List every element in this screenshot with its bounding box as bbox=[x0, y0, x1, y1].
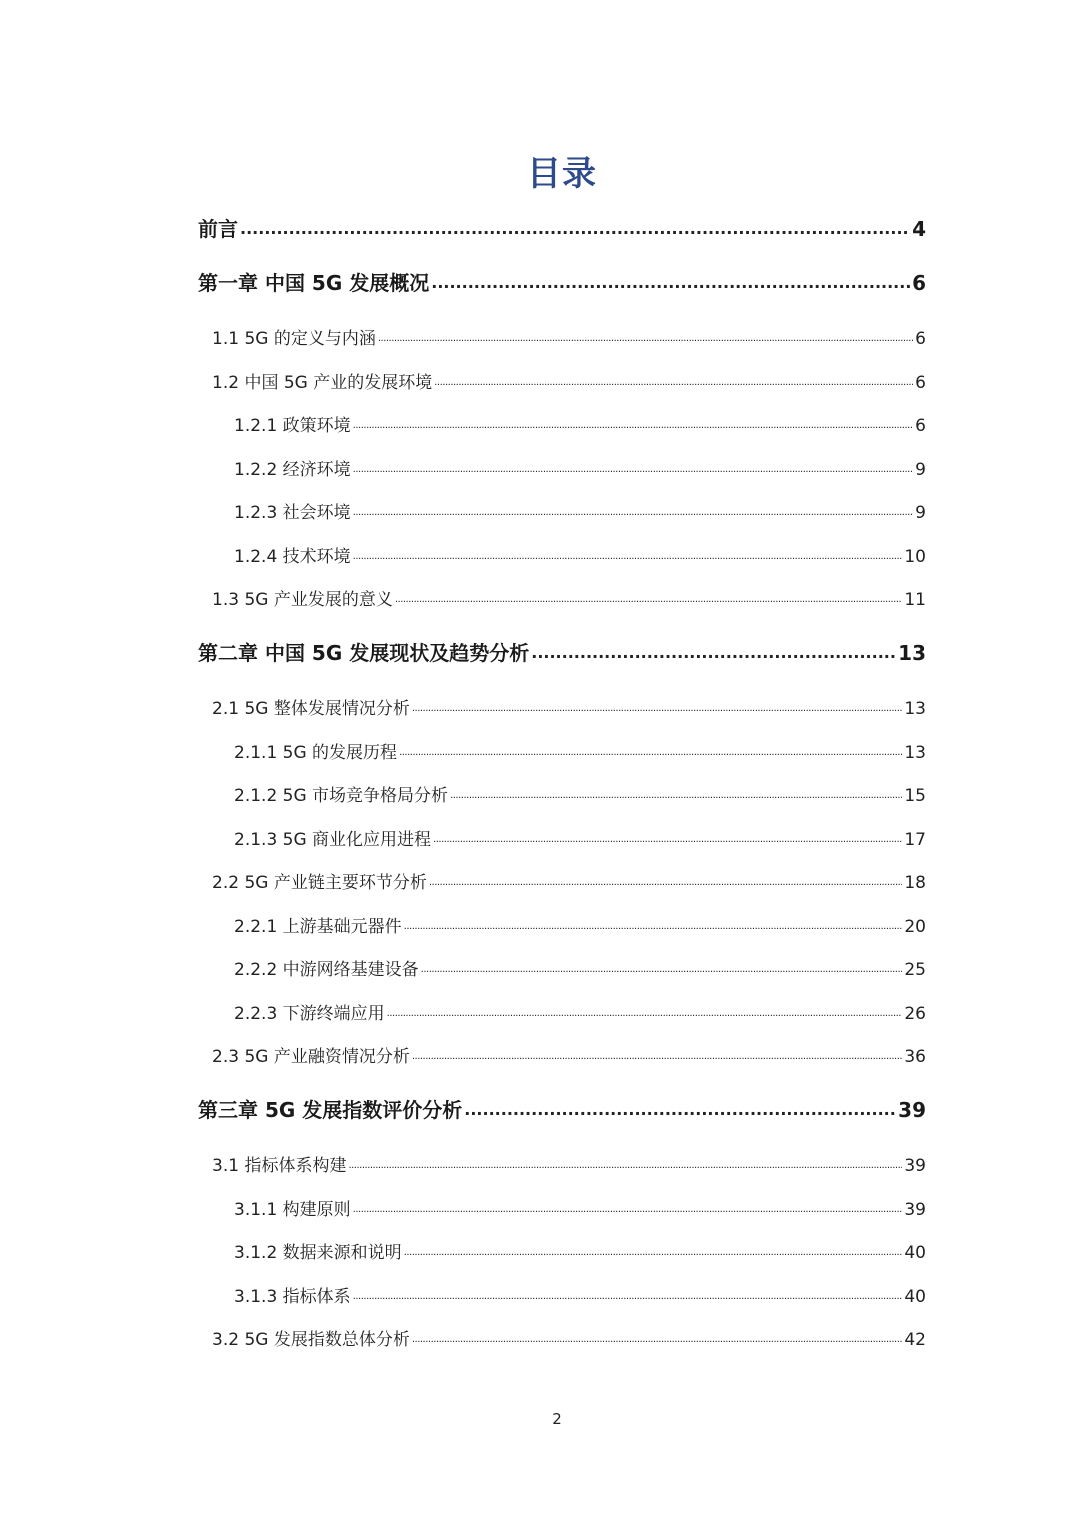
toc-dot-leader bbox=[412, 1045, 903, 1069]
toc-entry-page: 17 bbox=[904, 830, 926, 850]
toc-entry-page: 39 bbox=[898, 1098, 926, 1122]
toc-entry[interactable] bbox=[212, 327, 926, 351]
toc-title: 目录 bbox=[527, 154, 597, 194]
toc-entry-label: 第二章 中国 5G 发展现状及趋势分析 bbox=[198, 641, 530, 665]
toc-entry-page: 6 bbox=[915, 373, 926, 393]
toc-entry-label: 1.2.4 技术环境 bbox=[234, 547, 351, 567]
toc-entry-label: 3.1.3 指标体系 bbox=[234, 1287, 351, 1307]
toc-entry-page: 18 bbox=[904, 873, 926, 893]
toc-entry-page: 9 bbox=[915, 460, 926, 480]
toc-entry-label: 2.2.2 中游网络基建设备 bbox=[234, 960, 419, 980]
toc-entry[interactable] bbox=[234, 501, 926, 525]
toc-entry-page: 39 bbox=[904, 1200, 926, 1220]
toc-dot-leader bbox=[404, 1241, 903, 1265]
toc-entry-label: 2.3 5G 产业融资情况分析 bbox=[212, 1047, 410, 1067]
toc-dot-leader bbox=[434, 371, 913, 395]
toc-entry[interactable] bbox=[234, 1198, 926, 1222]
toc-entry[interactable] bbox=[234, 414, 926, 438]
toc-entry[interactable] bbox=[234, 828, 926, 852]
toc-dot-leader bbox=[399, 741, 902, 765]
toc-entry[interactable] bbox=[212, 1045, 926, 1069]
toc-entry[interactable] bbox=[198, 639, 926, 667]
toc-entry[interactable] bbox=[212, 1154, 926, 1178]
toc-dot-leader bbox=[353, 458, 914, 482]
toc-entry[interactable] bbox=[234, 545, 926, 569]
toc-entry-page: 9 bbox=[915, 503, 926, 523]
page-number: 2 bbox=[552, 1410, 562, 1428]
toc-entry-label: 前言 bbox=[198, 217, 238, 241]
toc-entry-page: 13 bbox=[904, 699, 926, 719]
toc-dot-leader bbox=[395, 588, 903, 612]
toc-entry-page: 40 bbox=[904, 1243, 926, 1263]
toc-entry-label: 1.2.2 经济环境 bbox=[234, 460, 351, 480]
toc-dot-leader bbox=[353, 414, 914, 438]
toc-dot-leader bbox=[353, 1198, 903, 1222]
toc-entry[interactable] bbox=[234, 958, 926, 982]
toc-dot-leader bbox=[531, 639, 896, 667]
toc-entry[interactable] bbox=[198, 215, 926, 243]
toc-entry[interactable] bbox=[234, 1002, 926, 1026]
toc-entry-page: 6 bbox=[915, 416, 926, 436]
toc-dot-leader bbox=[353, 1285, 903, 1309]
toc-entry-label: 2.2.1 上游基础元器件 bbox=[234, 917, 402, 937]
toc-entry-page: 11 bbox=[904, 590, 926, 610]
toc-entry[interactable] bbox=[212, 697, 926, 721]
toc-entry-page: 40 bbox=[904, 1287, 926, 1307]
toc-entry-label: 第一章 中国 5G 发展概况 bbox=[198, 271, 430, 295]
toc-dot-leader bbox=[431, 269, 910, 297]
toc-entry[interactable] bbox=[212, 371, 926, 395]
toc-entry[interactable] bbox=[198, 269, 926, 297]
toc-entry-label: 2.1.1 5G 的发展历程 bbox=[234, 743, 398, 763]
toc-dot-leader bbox=[353, 545, 903, 569]
toc-entry-label: 2.1 5G 整体发展情况分析 bbox=[212, 699, 410, 719]
toc-entry-page: 15 bbox=[904, 786, 926, 806]
toc-entry-label: 3.1 指标体系构建 bbox=[212, 1156, 347, 1176]
toc-entry[interactable] bbox=[234, 1241, 926, 1265]
toc-entry-page: 36 bbox=[904, 1047, 926, 1067]
toc-entry[interactable] bbox=[234, 741, 926, 765]
toc-entry-page: 13 bbox=[898, 641, 926, 665]
toc-entry-label: 3.1.2 数据来源和说明 bbox=[234, 1243, 402, 1263]
toc-dot-leader bbox=[412, 1328, 903, 1352]
toc-entry[interactable] bbox=[234, 784, 926, 808]
toc-dot-leader bbox=[421, 958, 903, 982]
toc-entry-label: 第三章 5G 发展指数评价分析 bbox=[198, 1098, 463, 1122]
toc-entry-page: 20 bbox=[904, 917, 926, 937]
toc-dot-leader bbox=[348, 1154, 902, 1178]
toc-entry[interactable] bbox=[198, 1096, 926, 1124]
toc-dot-leader bbox=[240, 215, 910, 243]
toc-dot-leader bbox=[404, 915, 903, 939]
toc-dot-leader bbox=[412, 697, 903, 721]
toc-entry-page: 4 bbox=[912, 217, 926, 241]
toc-entry[interactable] bbox=[234, 1285, 926, 1309]
toc-entry-label: 3.2 5G 发展指数总体分析 bbox=[212, 1330, 410, 1350]
toc-entry-page: 42 bbox=[904, 1330, 926, 1350]
toc-entry[interactable] bbox=[212, 588, 926, 612]
toc-entry-label: 1.2.3 社会环境 bbox=[234, 503, 351, 523]
toc-entry-label: 2.1.2 5G 市场竞争格局分析 bbox=[234, 786, 449, 806]
toc-entry-label: 1.1 5G 的定义与内涵 bbox=[212, 329, 376, 349]
toc-dot-leader bbox=[387, 1002, 903, 1026]
toc-entry-page: 25 bbox=[904, 960, 926, 980]
toc-dot-leader bbox=[450, 784, 902, 808]
toc-entry-label: 3.1.1 构建原则 bbox=[234, 1200, 351, 1220]
toc-entry-page: 26 bbox=[904, 1004, 926, 1024]
toc-entry-page: 13 bbox=[904, 743, 926, 763]
toc-entry-page: 10 bbox=[904, 547, 926, 567]
toc-entry[interactable] bbox=[212, 1328, 926, 1352]
toc-entry-label: 2.2.3 下游终端应用 bbox=[234, 1004, 385, 1024]
toc-entry-label: 1.3 5G 产业发展的意义 bbox=[212, 590, 393, 610]
toc-entry-page: 39 bbox=[904, 1156, 926, 1176]
toc-entry-label: 2.1.3 5G 商业化应用进程 bbox=[234, 830, 432, 850]
toc-entry[interactable] bbox=[212, 871, 926, 895]
toc-dot-leader bbox=[433, 828, 902, 852]
toc-dot-leader bbox=[429, 871, 903, 895]
toc-entry-page: 6 bbox=[915, 329, 926, 349]
toc-entry[interactable] bbox=[234, 915, 926, 939]
toc-entry-label: 2.2 5G 产业链主要环节分析 bbox=[212, 873, 427, 893]
toc-dot-leader bbox=[464, 1096, 896, 1124]
toc-entry[interactable] bbox=[234, 458, 926, 482]
toc-dot-leader bbox=[378, 327, 913, 351]
toc-entry-label: 1.2 中国 5G 产业的发展环境 bbox=[212, 373, 433, 393]
toc-dot-leader bbox=[353, 501, 914, 525]
toc-entry-page: 6 bbox=[912, 271, 926, 295]
toc-entry-label: 1.2.1 政策环境 bbox=[234, 416, 351, 436]
